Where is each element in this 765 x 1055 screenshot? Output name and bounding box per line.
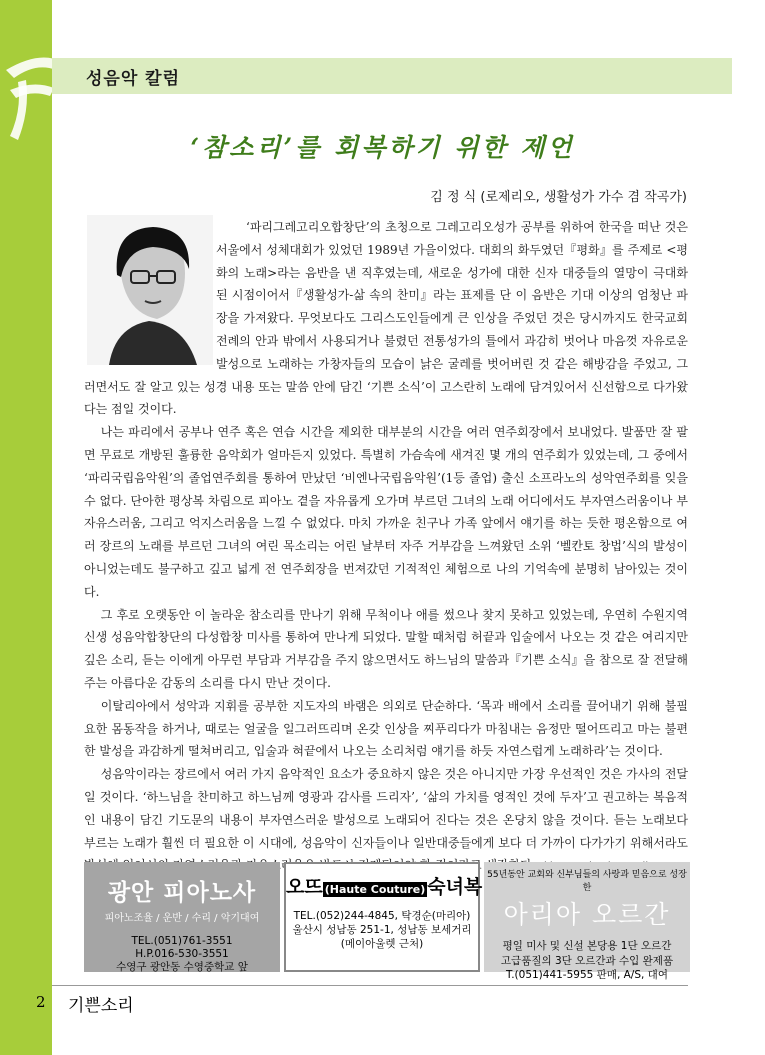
page-number: 2 [36,993,46,1011]
paragraph-5-text: 성음악이라는 장르에서 여러 가지 음악적인 요소가 중요하지 않은 것은 아니지만 가장 우선적인 것은 가사의 전달일 것이다. ‘하느님을 찬미하고 하느님께 영광과 감사를 드리자’, ‘삶의 가치를 영적인 것에 두자’고 권고하는 복음적인 내용이 담긴 기도문의 내용이 부자연스러운 발성으로 노래되어 진다는 것은 온당치 않을 것이다. 듣는 노래보다 부르는 노래가 훨씬 더 필요한 이 시대에, 성음악이 신자들이나 일반대중들에게 보다 더 가까이 다가가기 위해서라도 자유스러움은 [84,767,688,873]
ad3-tagline: 55년동안 교회와 신부님들의 사랑과 믿음으로 성장한 [487,870,687,893]
advertisement-row [84,862,690,981]
paragraph-3: 그 후로 오랫동안 이 놀라운 참소리를 만나기 위해 무척이나 애를 썼으나 찾지 못하고 있었는데, 우연히 수원지역 신생 성음악합창단의 다성합창 미사를 통하여 만나게 되었다. 말할 때처럼 허끝과 입술에서 나오는 것 같은 여리지만 깊은 소리, 듣는 이에게 아무런 부담과 거부감을 주지 않으면서도 하느님의 말씀과『기쁜 소식』을 참으로 잘 전달해 주는 아름다운 감동의 소리를 다시 만난 것이다. [84,607,688,690]
paragraph-1: ‘파리그레고리오합창단’의 초청으로 그레고리오성가 공부를 위하여 한국을 떠난 것은 서울에서 성체대회가 있었던 1989년 가을이었다. 대회의 화두였던『평화』를 주제로 <평화의 노래>라는 음반을 낸 직후였는데, 새로운 성가에 대한 신자 대중들의 열망이 극대화된 시점이어서『생활성가-삶 속의 찬미』라는 표제를 단 이 음반은 기대 이상의 엄청난 파장을 가져왔다. 무엇보다도 그리스도인들에게 큰 인상을 주었던 것은 당시까지도 한국교회 전례의 안과 밖에서 사용되거나 불렸던 전통성가의 틀에서 과감히 벗어나 마음껏 자유로운 발성으로 노래하는 가창자들의 모습이 낡은 굴레를 벗어버린 것 같은 해방감을 주었고, 그러면서도 잘 알고 있는 성경 내용 또는 말씀 안에 담긴 ‘기쁜 소식’이 고스란히 노래에 담겨있어서 신선함으로 다가왔다는 점일 것이다. [84,220,688,417]
ad2-tel: TEL.(052)244-4845, 탁경순(마리아) [293,910,471,922]
ad2-title [286,872,483,899]
ad2-title-right: 숙녀복 [427,876,483,898]
ad1-tel: TEL.(051)761-3551 [131,935,233,947]
ad1-address: 수영구 광안동 수영중학교 앞 [116,961,248,973]
paragraph-4: 이탈리아에서 성악과 지휘를 공부한 지도자의 바램은 의외로 단순하다. ‘목과 배에서 소리를 끌어내기 위해 불필요한 몸동작을 하거나, 때로는 얼굴을 일그러뜨리며 온갖 인상을 찌푸리다가 마침내는 음정만 떨어뜨리고 마는 불편한 발성을 과감하게 떨쳐버리고, 입술과 혀끝에서 나오는 소리처럼 얘기를 하듯 자연스럽게 노래하라’는 것이다. [84,698,688,759]
footer-divider [52,985,688,986]
ad1-title: 광안 피아노사 [107,880,257,906]
ad-aria-organ [484,862,690,981]
ad3-title: 아리아 오르간 [503,900,671,929]
section-label: 성음악 칼럼 [86,69,181,89]
article-title: ‘참소리’를 회복하기 위한 제언 [190,133,575,162]
article-body [84,216,688,879]
paragraph-2: 나는 파리에서 공부나 연주 혹은 연습 시간을 제외한 대부분의 시간을 여러 연주회장에서 보내었다. 발품만 잘 팔면 무료로 개방된 훌륭한 음악회가 얼마든지 있었다. 특별히 가슴속에 새겨진 몇 개의 연주회가 있었는데, 그 중에서 ‘파리국립음악원’의 졸업연주회를 통하여 만났던 ‘비엔나국립음악원’(1등 졸업) 출신 소프라노의 성악연주회를 잊을 수 없다. 단아한 평상복 차림으로 피아노 곁을 자유롭게 오가며 부르던 그녀의 노래 어디에서도 부자연스러움이나 부자유스러움, 그리고 억지스러움을 느낄 수 없었다. 마치 가까운 친구나 가족 앞에서 얘기를 하는 듯한 평온함으로 여러 장르의 노래를 부르던 그녀의 여린 목소리는 어린 날부터 자주 거부감을 느껴왔던 소위 ‘벨칸토 창법’식의 발성이 아니었는데도 불구하고 깊고 넓게 전 연주회장을 번져갔던 기적적인 체험으로 나의 기억속에 분명히 남아있는 것이다. [84,425,688,599]
ad1-subtitle: 피아노조율 / 운반 / 수리 / 악기대여 [104,913,260,924]
ad3-line3: T.(051)441-5955 판매, A/S, 대여 [506,969,668,981]
ad-haute-couture [284,862,483,972]
ad3-line1: 평일 미사 및 신설 본당용 1단 오르간 [502,940,672,952]
ad2-title-left: 오뜨 [286,876,323,898]
ad1-hp: H.P.016-530-3551 [135,948,229,960]
ad2-address: 울산시 성남동 251-1, 성남동 보세거리 [292,924,472,936]
ad-gwangan-piano [84,862,280,972]
magazine-name: 기쁜소리 [68,996,134,1016]
ad2-title-mid: (Haute Couture) [324,883,426,896]
article-byline: 김 정 식 (로제리오, 생활성가 가수 겸 작곡가) [430,190,687,205]
photo-spacer [84,216,216,364]
ad2-landmark: (메이아울렛 근처) [340,938,424,950]
ad3-line2: 고급품질의 3단 오르간과 수입 완제품 [500,954,674,967]
